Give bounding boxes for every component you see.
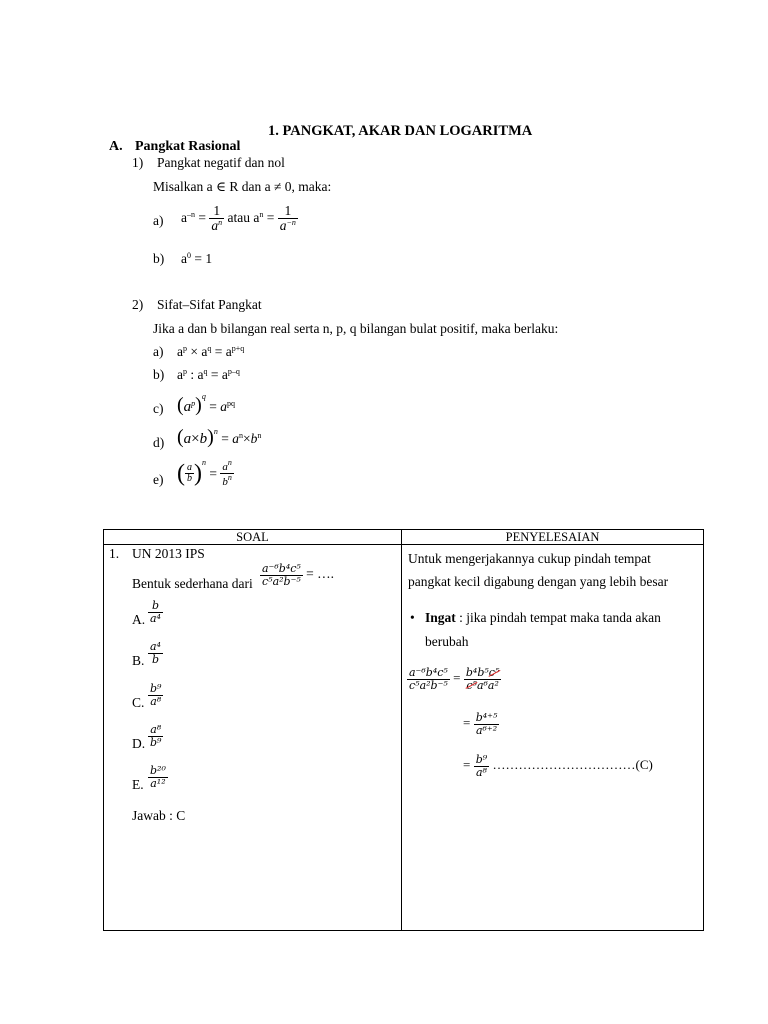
page-title: 1. PANGKAT, AKAR DAN LOGARITMA [268,123,533,139]
formula-exponent: –n [187,209,195,219]
atau-text: atau [227,209,250,225]
fraction-one-over-a-neg-n [278,204,298,233]
penyelesaian-header: PENYELESAIAN [402,530,704,545]
option-a-fraction: $\frac{b}{\text{a⁴}}$ [150,599,161,625]
fraction-numerator: 1 [209,204,224,219]
solution-line-1: Untuk mengerjakannya cukup pindah tempat [408,551,651,566]
sub2-intro: Jika a dan b bilangan real serta n, p, q bilangan bulat positif, maka berlaku: [153,321,559,336]
sub1-a-label: a) [153,213,164,228]
option-c-fraction: $\frac{\text{b⁹}}{\text{a⁸}}$ [150,682,162,708]
equals-sign: = [266,209,275,225]
sub2-number: 2) [132,297,144,312]
fraction-denominator: $a^{-n}$ [279,218,296,234]
sub2-b-formula: $a^p$ : $a^q = a^{p-q}$ [177,367,240,382]
fraction-a-over-b: $\frac{a}{b}$ [187,461,192,485]
question-fraction: $\frac{\text{a⁻⁶b⁴c⁵}}{\text{c⁵a²b⁻⁵}}$ [262,562,301,588]
sub2-a-label: a) [153,344,164,359]
question-text: Bentuk sederhana dari [132,576,253,591]
option-a-label: A. [132,612,146,627]
solution-step-3: = $\frac{\text{b⁹}}{\text{a⁸}}$ ……………………………(C) [463,753,653,779]
solution-step-1: $\frac{\text{a⁻⁶b⁴c⁵}}{\text{c⁵a²b⁻⁵}}$ = $\frac{\text{b⁴b⁵c⁵}}{\text{c⁵a⁶a²}}$ [409,666,500,692]
ingat-note: Ingat : jika pindah tempat maka tanda akan [425,610,661,625]
sub1-number: 1) [132,155,144,170]
formula-base: a [253,209,260,225]
sub2-c-formula: $(a^p)^q = a^{pq}$ [177,392,235,416]
sub1-b-label: b) [153,251,165,266]
formula-exponent: n [259,209,264,219]
sub2-c-label: c) [153,401,164,416]
cancelled-term: c⁵ [466,678,477,692]
solution-line-2: pangkat kecil digabung dengan yang lebih besar [408,574,669,589]
soal-header: SOAL [104,530,402,545]
option-d-fraction: $\frac{\text{a⁸}}{\text{b⁹}}$ [150,723,162,749]
question-source: UN 2013 IPS [132,546,205,561]
section-a-title: Pangkat Rasional [135,139,241,154]
question-number: 1. [109,546,120,561]
sub1-title: Pangkat negatif dan nol [157,155,285,170]
ingat-note-line-2: berubah [425,634,469,649]
option-d-label: D. [132,736,146,751]
sub2-b-label: b) [153,367,165,382]
fraction-denominator: $a^n$ [211,218,223,234]
sub1-a-formula [181,204,298,233]
soal-cell [104,545,401,930]
fraction-numerator: 1 [278,204,298,219]
formula-base: a [181,209,187,225]
penyelesaian-cell [402,545,703,930]
sub2-title: Sifat–Sifat Pangkat [157,297,262,312]
sub1-b-formula: $a^0 = 1$ [181,251,213,266]
bullet-icon: • [410,610,415,625]
equals-sign: = [198,209,206,225]
sub2-e-formula: ( $\frac{a}{b}$ )$^n$ = $\frac{a^n}{b^n}$ [177,457,232,489]
sub2-d-formula: $(a\times b)^n = a^n\times b^n$ [177,426,262,448]
sub2-a-formula: $a^p \times a^q = a^{p+q}$ [177,344,245,359]
soal-table [103,529,704,931]
solution-step-2: = $\frac{\text{b⁴⁺⁵}}{\text{a⁶⁺²}}$ [463,711,498,737]
option-b-label: B. [132,653,145,668]
fraction-an-over-bn: $\frac{a^n}{b^n}$ [222,457,232,489]
sub2-d-label: d) [153,435,165,450]
option-b-fraction: $\frac{\text{a⁴}}{b}$ [150,640,161,666]
option-c-label: C. [132,695,145,710]
option-e-label: E. [132,777,144,792]
sub1-intro: Misalkan a ∈ R dan a ≠ 0, maka: [153,179,332,194]
question-expression: $\frac{\text{a⁻⁶b⁴c⁵}}{\text{c⁵a²b⁻⁵}}$ = …. [262,562,335,588]
fraction-one-over-a-n [209,204,224,233]
option-e-fraction: $\frac{\text{b²⁰}}{\text{a¹²}}$ [150,764,166,790]
sub2-e-label: e) [153,472,164,487]
section-a-label: A. [109,139,123,154]
cancelled-term: c⁵ [488,666,500,679]
answer-text: Jawab : C [132,808,186,823]
step-1-result-fraction: $\frac{\text{b⁴b⁵c⁵}}{\text{c⁵a⁶a²}}$ [465,666,500,692]
